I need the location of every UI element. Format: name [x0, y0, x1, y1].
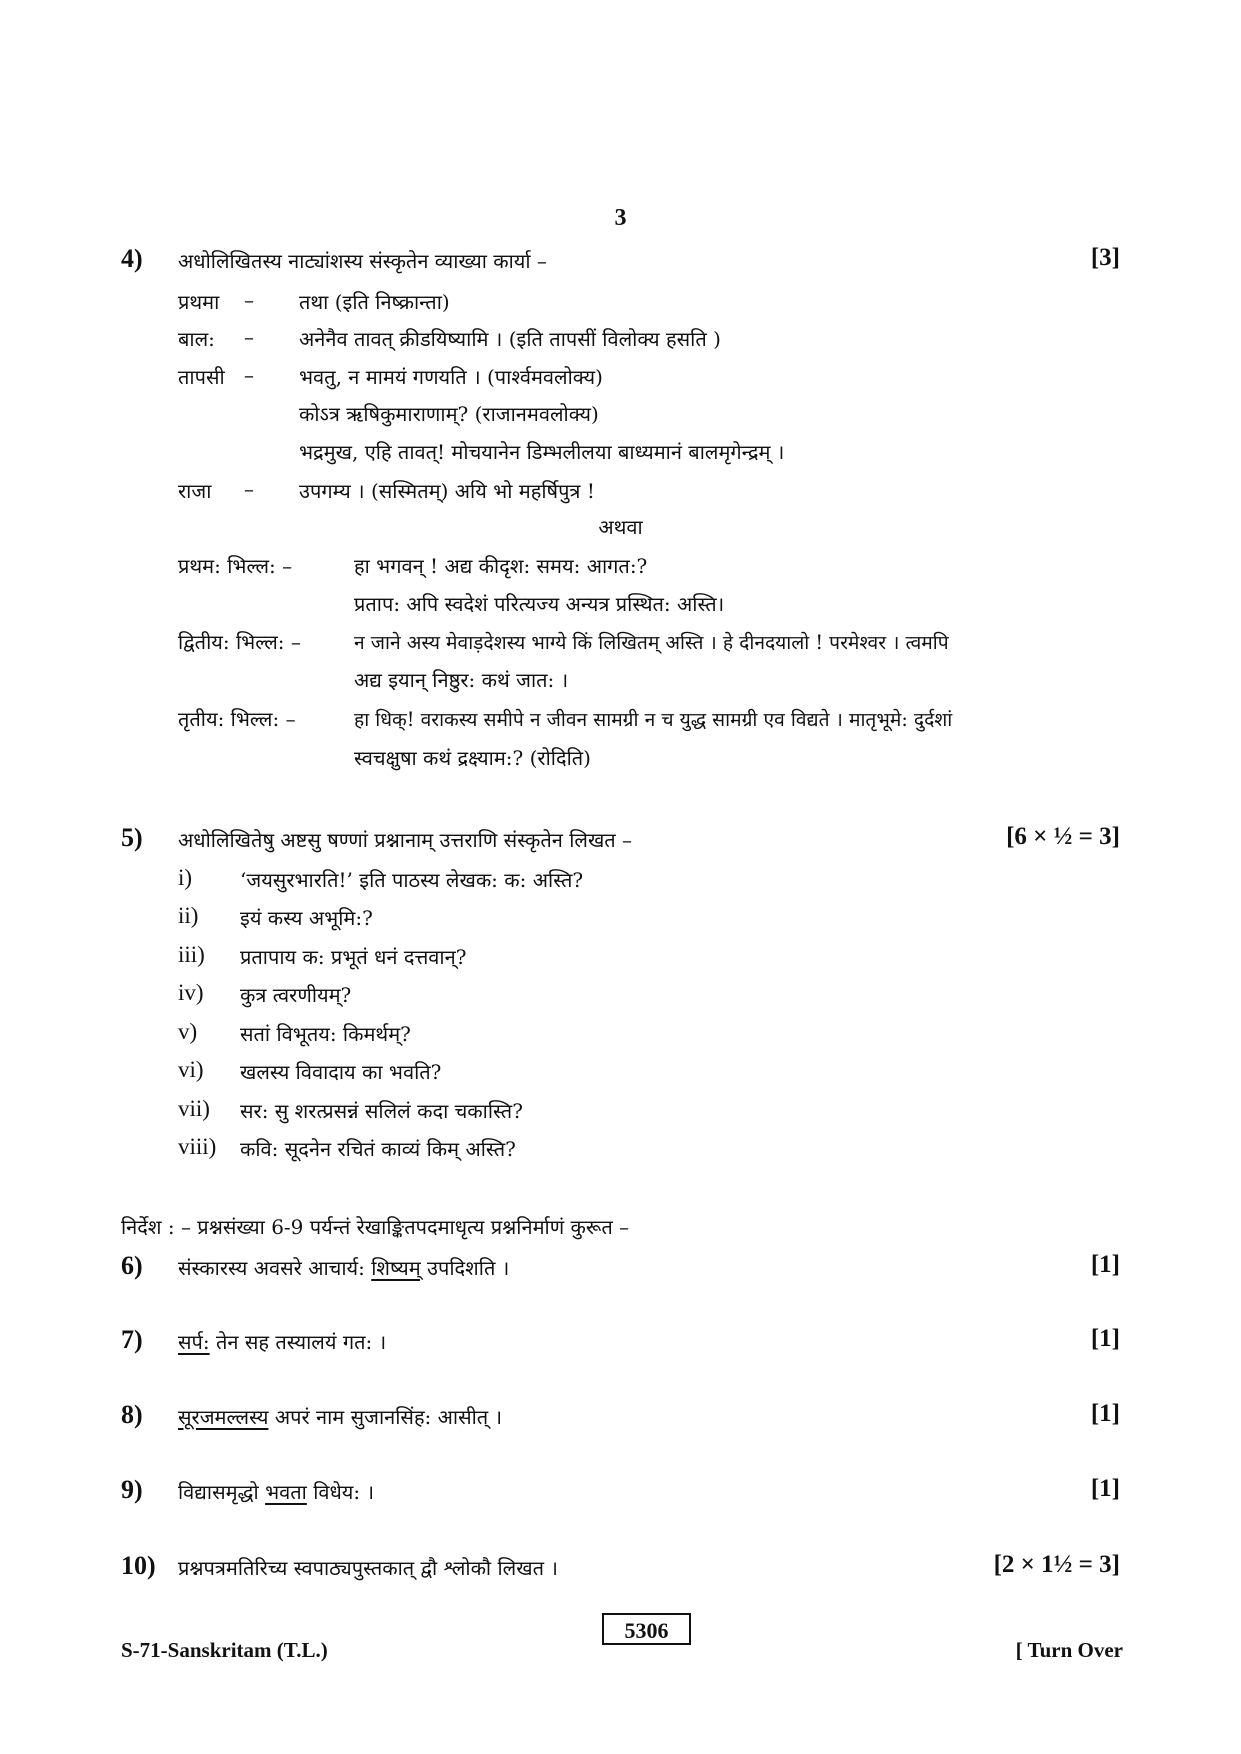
q8-number: 8)	[121, 1400, 143, 1429]
q4-line: तथा (इति निष्क्रान्ता)	[299, 290, 450, 314]
q4-line: उपगम्य । (सस्मितम्) अयि भो महर्षिपुत्र !	[299, 479, 595, 503]
q4-number: 4)	[121, 244, 143, 273]
q4-speaker: तापसी	[178, 365, 225, 389]
q10-marks: [2 × 1½ = 3]	[993, 1551, 1120, 1578]
q4-line: भद्रमुख, एहि तावत्! मोचयानेन डिम्भलीलया बाध्यमानं बालमृगेन्द्रम् ।	[299, 440, 785, 464]
q5-item-text: सर: सु शरत्प्रसन्नं सलिलं कदा चकास्ति?	[240, 1099, 523, 1123]
q5-number: 5)	[121, 823, 143, 852]
alt-line: अद्य इयान् निष्ठुर: कथं जात: ।	[354, 668, 569, 692]
q5-item-numeral: v)	[178, 1019, 198, 1044]
q5-item-text: इयं कस्य अभूमि:?	[240, 906, 373, 930]
alt-line: प्रताप: अपि स्वदेशं परित्यज्य अन्यत्र प्रस्थित: अस्ति।	[354, 592, 725, 616]
q5-item-numeral: iv)	[178, 980, 204, 1005]
q4-line: अनेनैव तावत् क्रीडयिष्यामि । (इति तापसीं विलोक्य हसति )	[299, 327, 721, 351]
q4-prompt: अधोलिखितस्य नाट्यांशस्य संस्कृतेन व्याख्या कार्या –	[178, 249, 547, 273]
q5-marks: [6 × ½ = 3]	[1006, 823, 1120, 850]
q8-marks: [1]	[1090, 1400, 1120, 1427]
q6-number: 6)	[121, 1251, 143, 1280]
q5-item-text: प्रतापाय क: प्रभूतं धनं दत्तवान्?	[240, 945, 467, 969]
alt-line: हा धिक्! वराकस्य समीपे न जीवन सामग्री न च युद्ध सामग्री एव विद्यते । मातृभूमे: दुर्दशां	[354, 708, 953, 731]
q4-line: भवतु, न मामयं गणयति । (पार्श्वमवलोक्य)	[299, 365, 603, 389]
q9-underlined-word: भवता	[265, 1480, 307, 1504]
q4-speaker: बाल:	[178, 327, 215, 351]
q4-line: कोऽत्र ऋषिकुमाराणाम्? (राजानमवलोक्य)	[299, 402, 599, 426]
q9-number: 9)	[121, 1475, 143, 1504]
q8-sentence: सूरजमल्लस्य अपरं नाम सुजानसिंह: आसीत् ।	[178, 1405, 503, 1429]
q6-sentence: संस्कारस्य अवसरे आचार्य: शिष्यम् उपदिशति ।	[178, 1256, 510, 1280]
q4-dash: –	[244, 288, 254, 312]
alt-speaker: तृतीय: भिल्ल: –	[178, 707, 296, 731]
q8-underlined-word: सूरजमल्लस्य	[178, 1405, 269, 1429]
q5-item-text: कवि: सूदनेन रचितं काव्यं किम् अस्ति?	[240, 1137, 516, 1161]
alt-speaker: प्रथम: भिल्ल: –	[178, 554, 293, 578]
q9-marks: [1]	[1090, 1475, 1120, 1502]
q4-dash: –	[244, 477, 254, 501]
q6-marks: [1]	[1090, 1251, 1120, 1278]
q6-underlined-word: शिष्यम्	[371, 1256, 421, 1280]
q9-sentence: विद्यासमृद्धो भवता विधेय: ।	[178, 1480, 375, 1504]
alt-line: हा भगवन् ! अद्य कीदृश: समय: आगत:?	[354, 554, 648, 578]
booklet-code-box: 5306	[602, 1613, 691, 1645]
alt-speaker: द्वितीय: भिल्ल: –	[178, 630, 301, 654]
paper-code: S-71-Sanskritam (T.L.)	[121, 1638, 328, 1662]
q5-item-text: खलस्य विवादाय का भवति?	[240, 1060, 442, 1084]
q4-marks: [3]	[1090, 244, 1120, 271]
q10-number: 10)	[121, 1551, 156, 1580]
q10-prompt: प्रश्नपत्रमतिरिच्य स्वपाठ्यपुस्तकात् द्वौ श्लोकौ लिखत ।	[178, 1556, 558, 1580]
q5-item-text: कुत्र त्वरणीयम्?	[240, 983, 352, 1007]
q5-item-numeral: vi)	[178, 1057, 204, 1082]
turn-over-label: [ Turn Over	[1015, 1638, 1123, 1662]
q7-underlined-word: सर्प:	[178, 1330, 210, 1354]
q5-item-numeral: vii)	[178, 1096, 210, 1121]
instruction-note: निर्देश : – प्रश्नसंख्या 6-9 पर्यन्तं रेखाङ्कितपदमाधृत्य प्रश्ननिर्माणं कुरूत –	[121, 1215, 630, 1239]
q5-item-numeral: viii)	[178, 1134, 217, 1159]
alt-line: न जाने अस्य मेवाड़देशस्य भाग्ये किं लिखितम् अस्ति । हे दीनदयालो ! परमेश्वर । त्वमपि	[354, 631, 949, 654]
q5-prompt: अधोलिखितेषु अष्टसु षण्णां प्रश्नानाम् उत्तराणि संस्कृतेन लिखत –	[178, 828, 633, 852]
q7-number: 7)	[121, 1325, 143, 1354]
q5-item-text: सतां विभूतय: किमर्थम्?	[240, 1022, 411, 1046]
q4-dash: –	[244, 363, 254, 387]
q5-item-text: ‘जयसुरभारति!’ इति पाठस्य लेखक: क: अस्ति?	[240, 868, 584, 892]
q4-speaker: प्रथमा	[178, 290, 220, 314]
q4-speaker: राजा	[178, 479, 212, 503]
alt-line: स्वचक्षुषा कथं द्रक्ष्याम:? (रोदिति)	[354, 746, 591, 770]
q5-item-numeral: iii)	[178, 942, 205, 967]
q5-item-numeral: ii)	[178, 903, 199, 928]
q7-sentence: सर्प: तेन सह तस्यालयं गत: ।	[178, 1330, 387, 1354]
athava-label: अथवा	[598, 515, 643, 539]
q7-marks: [1]	[1090, 1325, 1120, 1352]
page-number: 3	[614, 205, 627, 231]
q4-dash: –	[244, 325, 254, 349]
q5-item-numeral: i)	[178, 865, 193, 890]
